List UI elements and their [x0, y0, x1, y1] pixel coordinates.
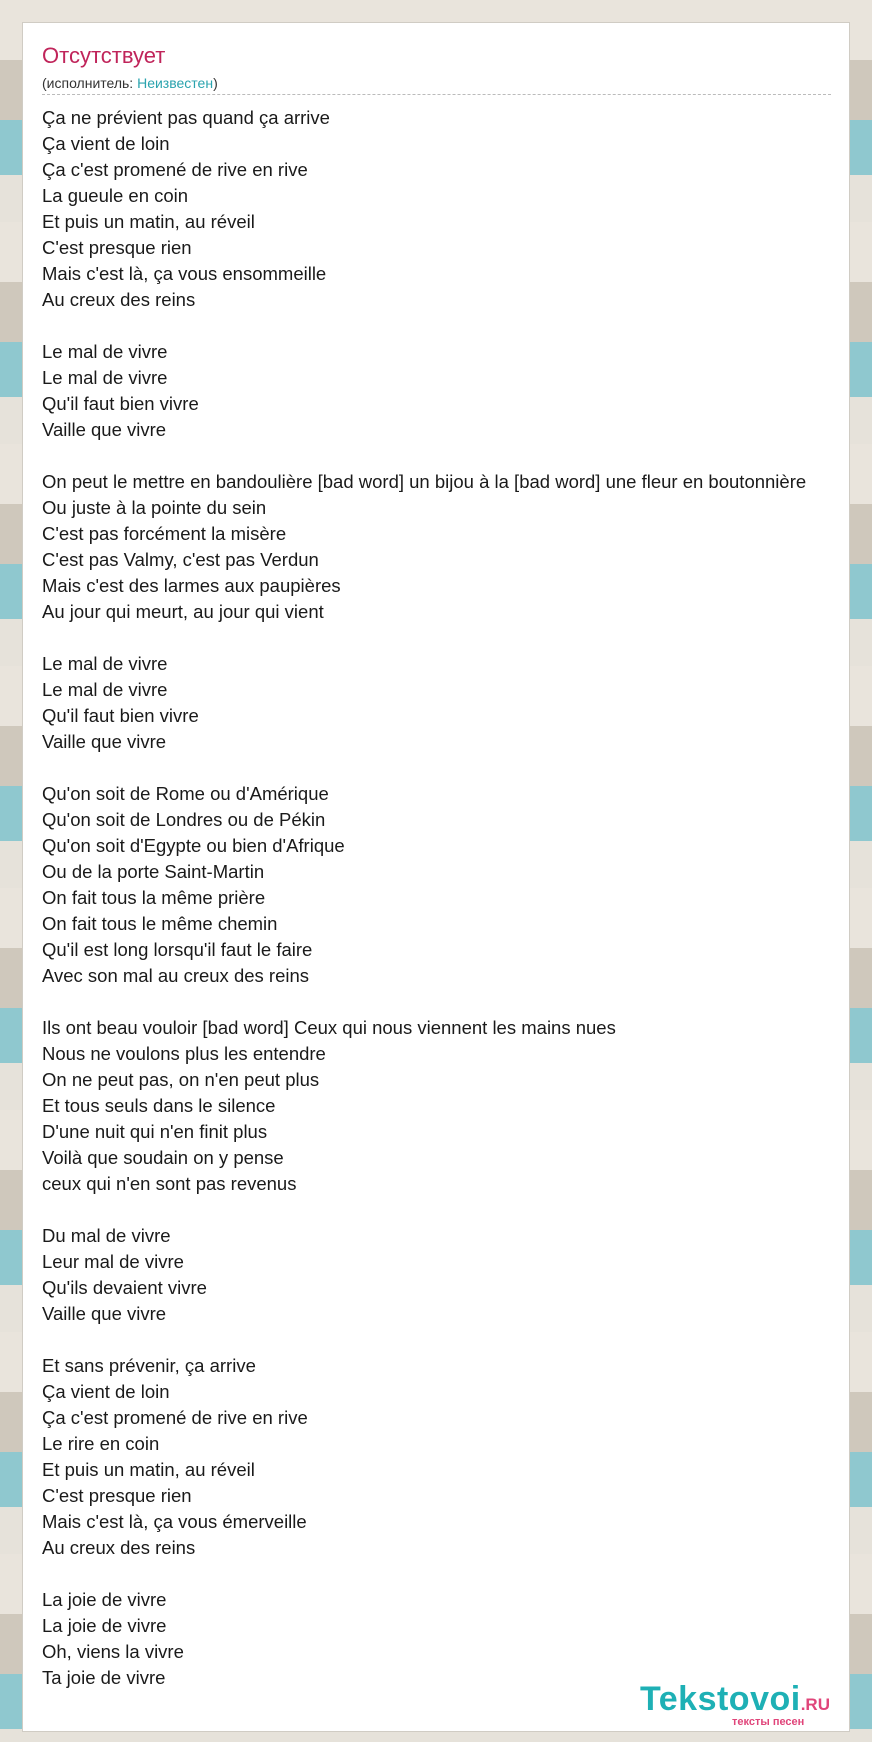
lyric-line: Ça c'est promené de rive en rive	[42, 159, 308, 180]
stanza-break	[42, 1197, 806, 1223]
lyric-line: Mais c'est des larmes aux paupières	[42, 575, 341, 596]
logo-wordmark: Tekstovoi	[640, 1680, 801, 1718]
lyric-line: Le mal de vivre	[42, 341, 168, 362]
lyric-line: Oh, viens la vivre	[42, 1641, 184, 1662]
lyric-line: Le mal de vivre	[42, 653, 168, 674]
artist-link[interactable]: Неизвестен	[137, 75, 214, 91]
lyric-line: Mais c'est là, ça vous émerveille	[42, 1511, 307, 1532]
site-logo[interactable]	[640, 1680, 830, 1728]
lyric-line: Vaille que vivre	[42, 1303, 167, 1324]
lyric-line: Ça vient de loin	[42, 133, 170, 154]
lyric-line: Qu'on soit d'Egypte ou bien d'Afrique	[42, 835, 345, 856]
lyric-line: Qu'on soit de Rome ou d'Amérique	[42, 783, 329, 804]
stanza-break	[42, 625, 806, 651]
lyric-line: Qu'ils devaient vivre	[42, 1277, 207, 1298]
lyric-line: Au creux des reins	[42, 1537, 196, 1558]
lyric-line: C'est pas Valmy, c'est pas Verdun	[42, 549, 319, 570]
lyric-line: Leur mal de vivre	[42, 1251, 184, 1272]
title-divider	[42, 94, 831, 95]
lyric-line: Qu'il est long lorsqu'il faut le faire	[42, 939, 313, 960]
lyric-line: Le mal de vivre	[42, 679, 168, 700]
lyric-line: Et puis un matin, au réveil	[42, 1459, 255, 1480]
lyric-line: Ça ne prévient pas quand ça arrive	[42, 107, 330, 128]
lyrics-text	[42, 105, 806, 1691]
artist-suffix: )	[213, 75, 218, 91]
lyric-line: Le mal de vivre	[42, 367, 168, 388]
lyric-line: Qu'il faut bien vivre	[42, 705, 199, 726]
artist-line	[42, 75, 218, 91]
lyric-line: Ou juste à la pointe du sein	[42, 497, 267, 518]
lyric-line: Ta joie de vivre	[42, 1667, 166, 1688]
lyric-line: Le rire en coin	[42, 1433, 160, 1454]
lyric-line: Du mal de vivre	[42, 1225, 171, 1246]
song-title: Отсутствует	[42, 43, 166, 68]
lyric-line: Mais c'est là, ça vous ensommeille	[42, 263, 327, 284]
lyric-line: La gueule en coin	[42, 185, 189, 206]
lyric-line: Ou de la porte Saint-Martin	[42, 861, 265, 882]
stanza-break	[42, 1327, 806, 1353]
lyric-line: Vaille que vivre	[42, 731, 167, 752]
lyric-line: On fait tous la même prière	[42, 887, 266, 908]
lyric-line: C'est presque rien	[42, 1485, 192, 1506]
lyric-line: La joie de vivre	[42, 1589, 167, 1610]
stanza-break	[42, 443, 806, 469]
lyric-line: C'est presque rien	[42, 237, 192, 258]
lyric-line: Qu'il faut bien vivre	[42, 393, 199, 414]
stanza-break	[42, 989, 806, 1015]
artist-prefix: (исполнитель:	[42, 75, 138, 91]
lyric-line: Vaille que vivre	[42, 419, 167, 440]
logo-tagline: тексты песен	[732, 1716, 805, 1728]
lyric-line: On ne peut pas, on n'en peut plus	[42, 1069, 320, 1090]
lyric-line: Avec son mal au creux des reins	[42, 965, 310, 986]
lyric-line: Ça c'est promené de rive en rive	[42, 1407, 308, 1428]
lyric-line: Qu'on soit de Londres ou de Pékin	[42, 809, 326, 830]
lyric-line: Ça vient de loin	[42, 1381, 170, 1402]
lyric-line: Et sans prévenir, ça arrive	[42, 1355, 256, 1376]
lyric-line: D'une nuit qui n'en finit plus	[42, 1121, 268, 1142]
stanza-break	[42, 313, 806, 339]
logo-domain-suffix: .RU	[800, 1695, 830, 1714]
lyric-line: Ils ont beau vouloir [bad word] Ceux qui nous viennent les mains nues	[42, 1017, 616, 1038]
lyrics-panel	[22, 22, 850, 1732]
lyric-line: ceux qui n'en sont pas revenus	[42, 1173, 297, 1194]
lyric-line: Et puis un matin, au réveil	[42, 211, 255, 232]
stanza-break	[42, 1561, 806, 1587]
lyric-line: Au creux des reins	[42, 289, 196, 310]
lyric-line: C'est pas forcément la misère	[42, 523, 287, 544]
lyric-line: Et tous seuls dans le silence	[42, 1095, 276, 1116]
lyric-line: La joie de vivre	[42, 1615, 167, 1636]
stanza-break	[42, 755, 806, 781]
lyric-line: On fait tous le même chemin	[42, 913, 278, 934]
lyric-line: Au jour qui meurt, au jour qui vient	[42, 601, 324, 622]
lyric-line: On peut le mettre en bandoulière [bad word] un bijou à la [bad word] une fleur en boutonnière	[42, 471, 807, 492]
lyric-line: Nous ne voulons plus les entendre	[42, 1043, 326, 1064]
lyric-line: Voilà que soudain on y pense	[42, 1147, 284, 1168]
